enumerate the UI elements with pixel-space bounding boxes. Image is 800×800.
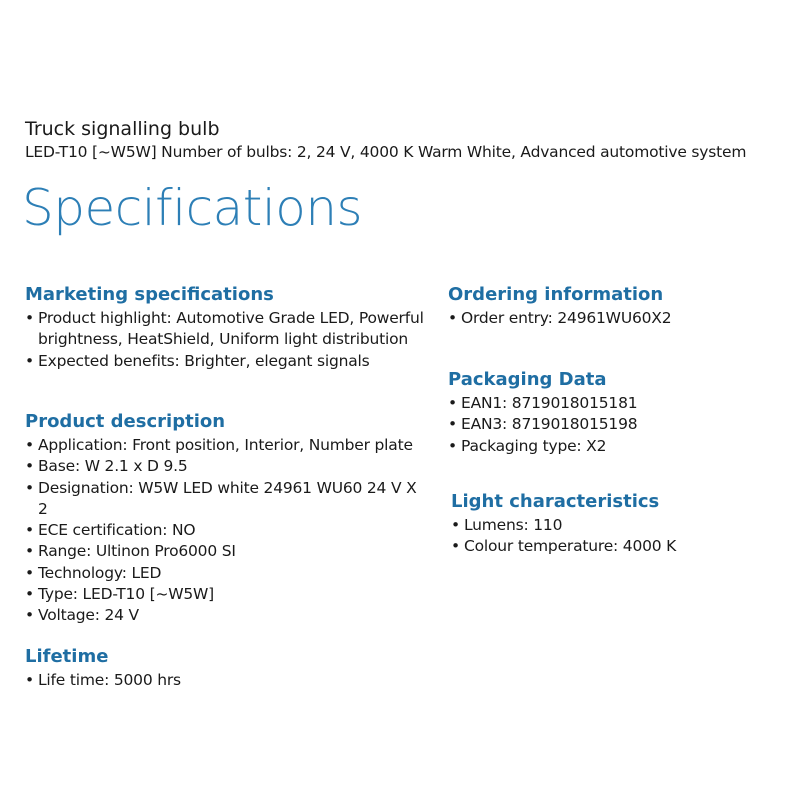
product-description-section [25, 411, 435, 627]
packaging-data-section [448, 369, 788, 457]
section-title: Product description [25, 411, 226, 432]
list-item: • Product highlight: Automotive Grade LED, Powerful brightness, HeatShield, Uniform light distribution [25, 308, 425, 351]
section-title: Marketing specifications [25, 284, 274, 305]
spec-list [25, 435, 435, 627]
list-item: • Type: LED-T10 [~W5W] [25, 584, 435, 605]
list-item: • Range: Ultinon Pro6000 SI [25, 541, 435, 562]
list-item: • ECE certification: NO [25, 520, 435, 541]
list-item: • Order entry: 24961WU60X2 [448, 308, 788, 329]
list-item: • Base: W 2.1 x D 9.5 [25, 456, 435, 477]
list-item: • Technology: LED [25, 563, 435, 584]
light-characteristics-section [451, 491, 791, 558]
product-title: Truck signalling bulb [25, 118, 220, 140]
list-item: • Life time: 5000 hrs [25, 670, 425, 691]
product-subtitle: LED-T10 [~W5W] Number of bulbs: 2, 24 V, 4000 K Warm White, Advanced automotive system [25, 143, 747, 161]
list-item: • EAN3: 8719018015198 [448, 414, 788, 435]
spec-list [25, 308, 425, 372]
list-item: • Packaging type: X2 [448, 436, 788, 457]
ordering-information-section [448, 284, 788, 329]
section-title: Lifetime [25, 646, 109, 667]
list-item: • Designation: W5W LED white 24961 WU60 24 V X 2 [25, 478, 435, 521]
section-title: Packaging Data [448, 369, 607, 390]
marketing-specifications-section [25, 284, 425, 372]
section-title: Light characteristics [451, 491, 660, 512]
spec-list [451, 515, 791, 558]
list-item: • Expected benefits: Brighter, elegant signals [25, 351, 425, 372]
list-item: • EAN1: 8719018015181 [448, 393, 788, 414]
spec-list [448, 393, 788, 457]
list-item: • Application: Front position, Interior, Number plate [25, 435, 435, 456]
list-item: • Voltage: 24 V [25, 605, 435, 626]
list-item: • Lumens: 110 [451, 515, 791, 536]
spec-list [25, 670, 425, 691]
list-item: • Colour temperature: 4000 K [451, 536, 791, 557]
lifetime-section [25, 646, 425, 691]
page-title: Specifications [22, 179, 363, 237]
section-title: Ordering information [448, 284, 664, 305]
spec-list [448, 308, 788, 329]
